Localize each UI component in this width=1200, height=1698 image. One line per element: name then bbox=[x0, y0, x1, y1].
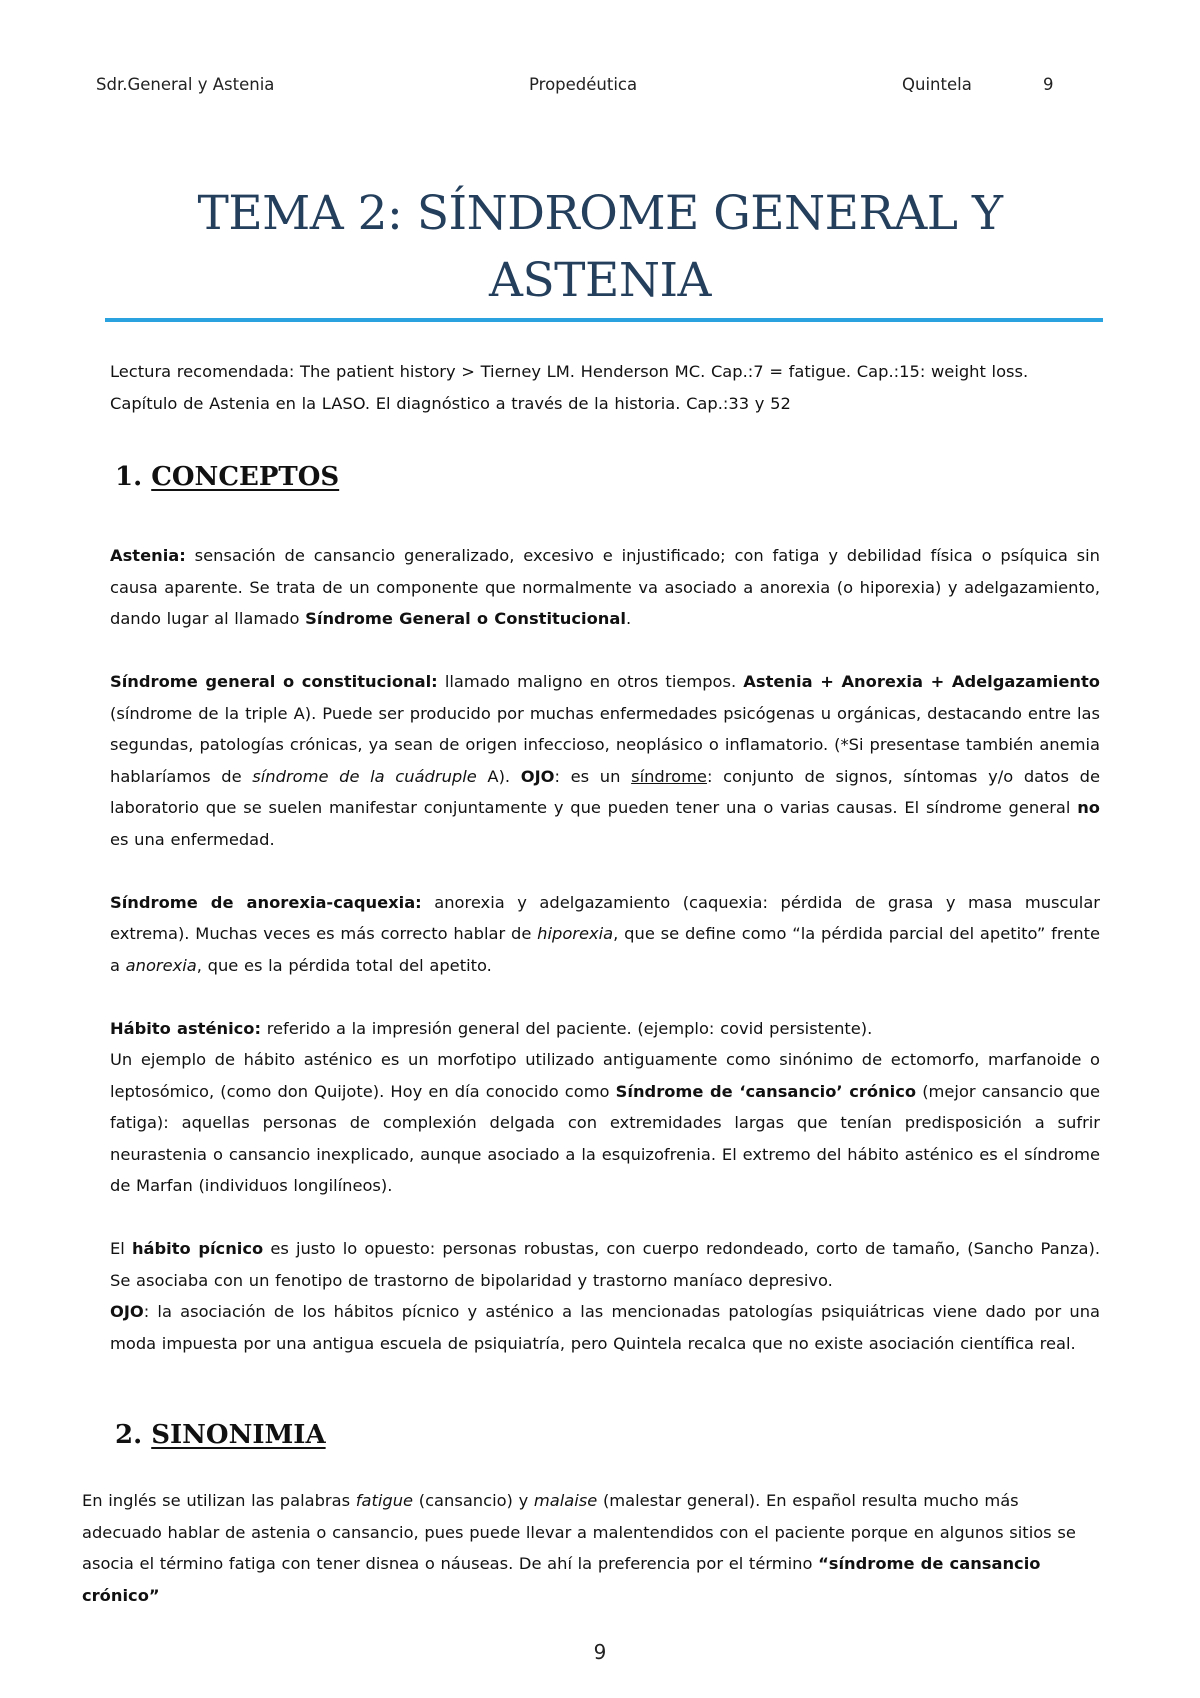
header-subject: Propedéutica bbox=[529, 75, 638, 94]
sindrome-ojo: OJO bbox=[520, 766, 555, 786]
sinonimia-italic-2: malaise bbox=[533, 1491, 598, 1510]
term-habito-astenico: Hábito asténico: bbox=[110, 1018, 262, 1038]
picnico-text-1: es justo lo opuesto: personas robustas, con cuerpo redondeado, corto de tamaño, (Sancho Panza). Se asociaba con un fenotipo de trastorno de bipolaridad y trastorno maníaco depresivo. bbox=[110, 1239, 1100, 1290]
picnico-bold-1: hábito pícnico bbox=[131, 1239, 264, 1258]
anorexia-italic-1: hiporexia bbox=[537, 924, 614, 943]
paragraph-sindrome-general bbox=[110, 666, 1100, 855]
picnico-text-2: : la asociación de los hábitos pícnico y asténico a las mencionadas patologías psiquiátricas viene dado por una moda impuesta por una antigua escuela de psiquiatría, pero Quintela recalca que no existe asociación científica real. bbox=[110, 1302, 1100, 1353]
sindrome-italic-1: síndrome de la cuádruple bbox=[252, 766, 477, 786]
footer-page-number: 9 bbox=[593, 1640, 607, 1664]
title-underline-rule bbox=[105, 318, 1103, 322]
astenia-bold: Síndrome General o Constitucional bbox=[305, 609, 626, 628]
sindrome-bold-2: no bbox=[1077, 798, 1100, 817]
sinonimia-text-2: (cansancio) y bbox=[413, 1491, 534, 1510]
habito-text-3: (mejor cansancio que fatiga): aquellas personas de complexión delgada con extremidades largas que tenían predisposición a sufrir neurastenia o cansancio inexplicado, aunque asociado a la esquizofrenia. El extremo del hábito asténico es el síndrome de Marfan (individuos longilíneos). bbox=[110, 1081, 1100, 1195]
sindrome-text-3: A). bbox=[476, 766, 521, 786]
picnico-text-0: El bbox=[110, 1239, 132, 1258]
anorexia-text-1: anorexia y adelgazamiento (caquexia: pérdida de grasa y masa muscular extrema). Muchas veces es más correcto hablar de bbox=[110, 892, 1100, 943]
habito-text-1: referido a la impresión general del paciente. (ejemplo: covid persistente). bbox=[261, 1018, 873, 1038]
astenia-text: sensación de cansancio generalizado, excesivo e injustificado; con fatiga y debilidad física o psíquica sin causa aparente. Se trata de un componente que normalmente va asociado a anorexia (o hiporexia) y adelgazamiento, dando lugar al llamado bbox=[110, 546, 1100, 628]
header-course-topic: Sdr.General y Astenia bbox=[96, 75, 275, 94]
anorexia-text-2: , que se define como “la pérdida parcial del apetito” frente a bbox=[110, 924, 1100, 975]
reading-recommendation: Lectura recomendada: The patient history > Tierney LM. Henderson MC. Cap.:7 = fatigue. Cap.:15: weight loss. Capítulo de Astenia en la LASO. El diagnóstico a través de la historia. Cap.:33 y 52 bbox=[110, 362, 1029, 413]
document-title bbox=[96, 180, 1104, 314]
section-2-body bbox=[82, 1485, 1102, 1611]
sindrome-text-6: es una enfermedad. bbox=[110, 829, 275, 849]
sinonimia-text-3: (malestar general). En español resulta mucho más adecuado hablar de astenia o cansancio, pues puede llevar a malentendidos con el paciente porque en algunos sitios se asocia el término fatiga con tener disnea o náuseas. De ahí la preferencia por el término bbox=[82, 1491, 1076, 1573]
sinonimia-italic-1: fatigue bbox=[355, 1491, 414, 1510]
paragraph-sinonimia bbox=[82, 1485, 1102, 1611]
paragraph-habito-astenico bbox=[110, 1013, 1100, 1045]
title-line-1: TEMA 2: SÍNDROME GENERAL Y bbox=[197, 186, 1003, 241]
header-author: Quintela bbox=[902, 75, 972, 94]
anorexia-text-3: , que es la pérdida total del apetito. bbox=[196, 955, 492, 975]
reading-block bbox=[110, 356, 1100, 419]
paragraph-astenia bbox=[110, 540, 1100, 635]
paragraph-habito-astenico-2 bbox=[110, 1044, 1100, 1202]
sinonimia-text-1: En inglés se utilizan las palabras bbox=[82, 1491, 356, 1510]
sindrome-underline: síndrome bbox=[631, 766, 707, 786]
sindrome-text-5: : conjunto de signos, síntomas y/o datos de laboratorio que se suelen manifestar conjuntamente y que pueden tener una o varias causas. El síndrome general bbox=[110, 766, 1100, 817]
astenia-end: . bbox=[625, 609, 632, 628]
term-astenia: Astenia: bbox=[110, 546, 186, 565]
habito-bold-1: Síndrome de ‘cansancio’ crónico bbox=[615, 1081, 917, 1101]
paragraph-ojo-note bbox=[110, 1296, 1100, 1359]
habito-text-2: Un ejemplo de hábito asténico es un morfotipo utilizado antiguamente como sinónimo de ectomorfo, marfanoide o leptosómico, (como don Quijote). Hoy en día conocido como bbox=[110, 1050, 1100, 1101]
term-sindrome-general: Síndrome general o constitucional: bbox=[110, 672, 438, 691]
section-1-title: CONCEPTOS bbox=[151, 462, 340, 492]
section-2-number: 2. bbox=[115, 1420, 143, 1450]
section-1-body bbox=[110, 540, 1100, 1359]
sindrome-text-4: : es un bbox=[554, 766, 632, 786]
section-2-heading bbox=[115, 1420, 326, 1450]
anorexia-italic-2: anorexia bbox=[125, 955, 197, 975]
section-2-title: SINONIMIA bbox=[151, 1420, 326, 1450]
picnico-ojo: OJO bbox=[110, 1302, 144, 1321]
term-anorexia-caquexia: Síndrome de anorexia-caquexia: bbox=[110, 892, 422, 912]
section-1-number: 1. bbox=[115, 462, 143, 492]
header-page-number: 9 bbox=[1043, 75, 1054, 94]
paragraph-anorexia-caquexia bbox=[110, 887, 1100, 982]
title-line-2: ASTENIA bbox=[489, 253, 711, 308]
sindrome-text-2: (síndrome de la triple A). Puede ser producido por muchas enfermedades psicógenas u orgánicas, destacando entre las segundas, patologías crónicas, ya sean de origen infeccioso, neoplásico o inflamatorio. (*Si presentase también anemia hablaríamos de bbox=[110, 703, 1100, 786]
sinonimia-bold-1: “síndrome de cansancio crónico” bbox=[82, 1554, 1041, 1605]
sindrome-text-1: llamado maligno en otros tiempos. bbox=[437, 672, 744, 691]
section-1-heading bbox=[115, 462, 339, 492]
paragraph-habito-picnico bbox=[110, 1233, 1100, 1296]
sindrome-bold-1: Astenia + Anorexia + Adelgazamiento bbox=[743, 672, 1100, 691]
